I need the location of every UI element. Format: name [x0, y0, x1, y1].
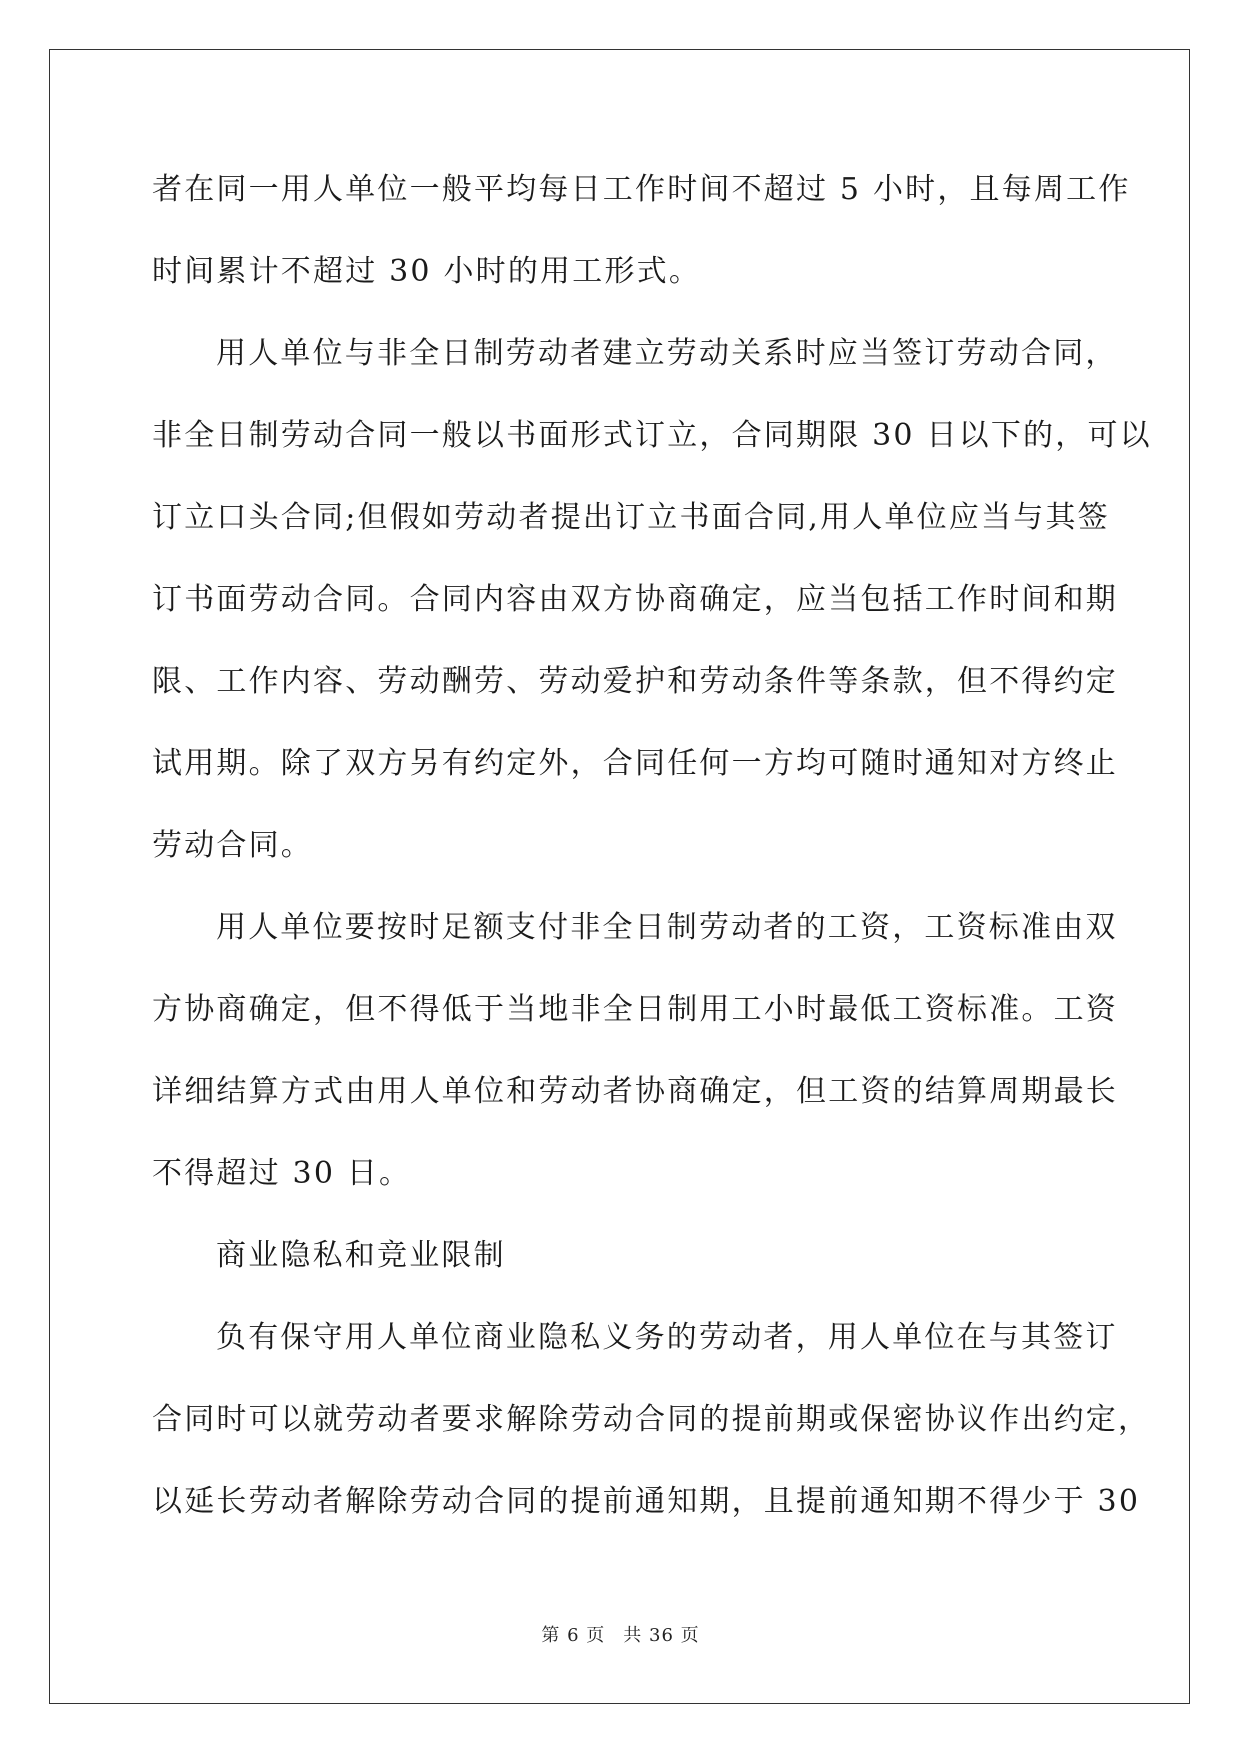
- text-line: 合同时可以就劳动者要求解除劳动合同的提前期或保密协议作出约定，: [152, 1402, 1151, 1437]
- text-line: 非全日制劳动合同一般以书面形式订立，合同期限 30 日以下的，可以: [152, 418, 1152, 453]
- text-line: 试用期。除了双方另有约定外，合同任何一方均可随时通知对方终止: [152, 746, 1118, 781]
- paragraph-first-line: 用人单位与非全日制劳动者建立劳动关系时应当签订劳动合同，: [216, 336, 1118, 371]
- paragraph-first-line: 用人单位要按时足额支付非全日制劳动者的工资，工资标准由双: [216, 910, 1118, 945]
- page-footer: [0, 1621, 1241, 1647]
- page-number: 第 6 页: [541, 1625, 606, 1646]
- text-line: 不得超过 30 日。: [152, 1156, 412, 1191]
- text-line: 者在同一用人单位一般平均每日工作时间不超过 5 小时，且每周工作: [152, 172, 1131, 207]
- text-line: 订立口头合同;但假如劳动者提出订立书面合同,用人单位应当与其签: [152, 500, 1110, 535]
- page-total: 共 36 页: [623, 1625, 700, 1646]
- text-line: 方协商确定，但不得低于当地非全日制用工小时最低工资标准。工资: [152, 992, 1118, 1027]
- text-line: 详细结算方式由用人单位和劳动者协商确定，但工资的结算周期最长: [152, 1074, 1118, 1109]
- text-line: 时间累计不超过 30 小时的用工形式。: [152, 254, 702, 289]
- text-line: 以延长劳动者解除劳动合同的提前通知期，且提前通知期不得少于 30: [152, 1484, 1141, 1519]
- text-line: 劳动合同。: [152, 828, 313, 863]
- section-heading: 商业隐私和竞业限制: [216, 1238, 506, 1273]
- text-line: 限、工作内容、劳动酬劳、劳动爱护和劳动条件等条款，但不得约定: [152, 664, 1118, 699]
- paragraph-first-line: 负有保守用人单位商业隐私义务的劳动者，用人单位在与其签订: [216, 1320, 1118, 1355]
- document-body: [152, 162, 1152, 1556]
- text-line: 订书面劳动合同。合同内容由双方协商确定，应当包括工作时间和期: [152, 582, 1118, 617]
